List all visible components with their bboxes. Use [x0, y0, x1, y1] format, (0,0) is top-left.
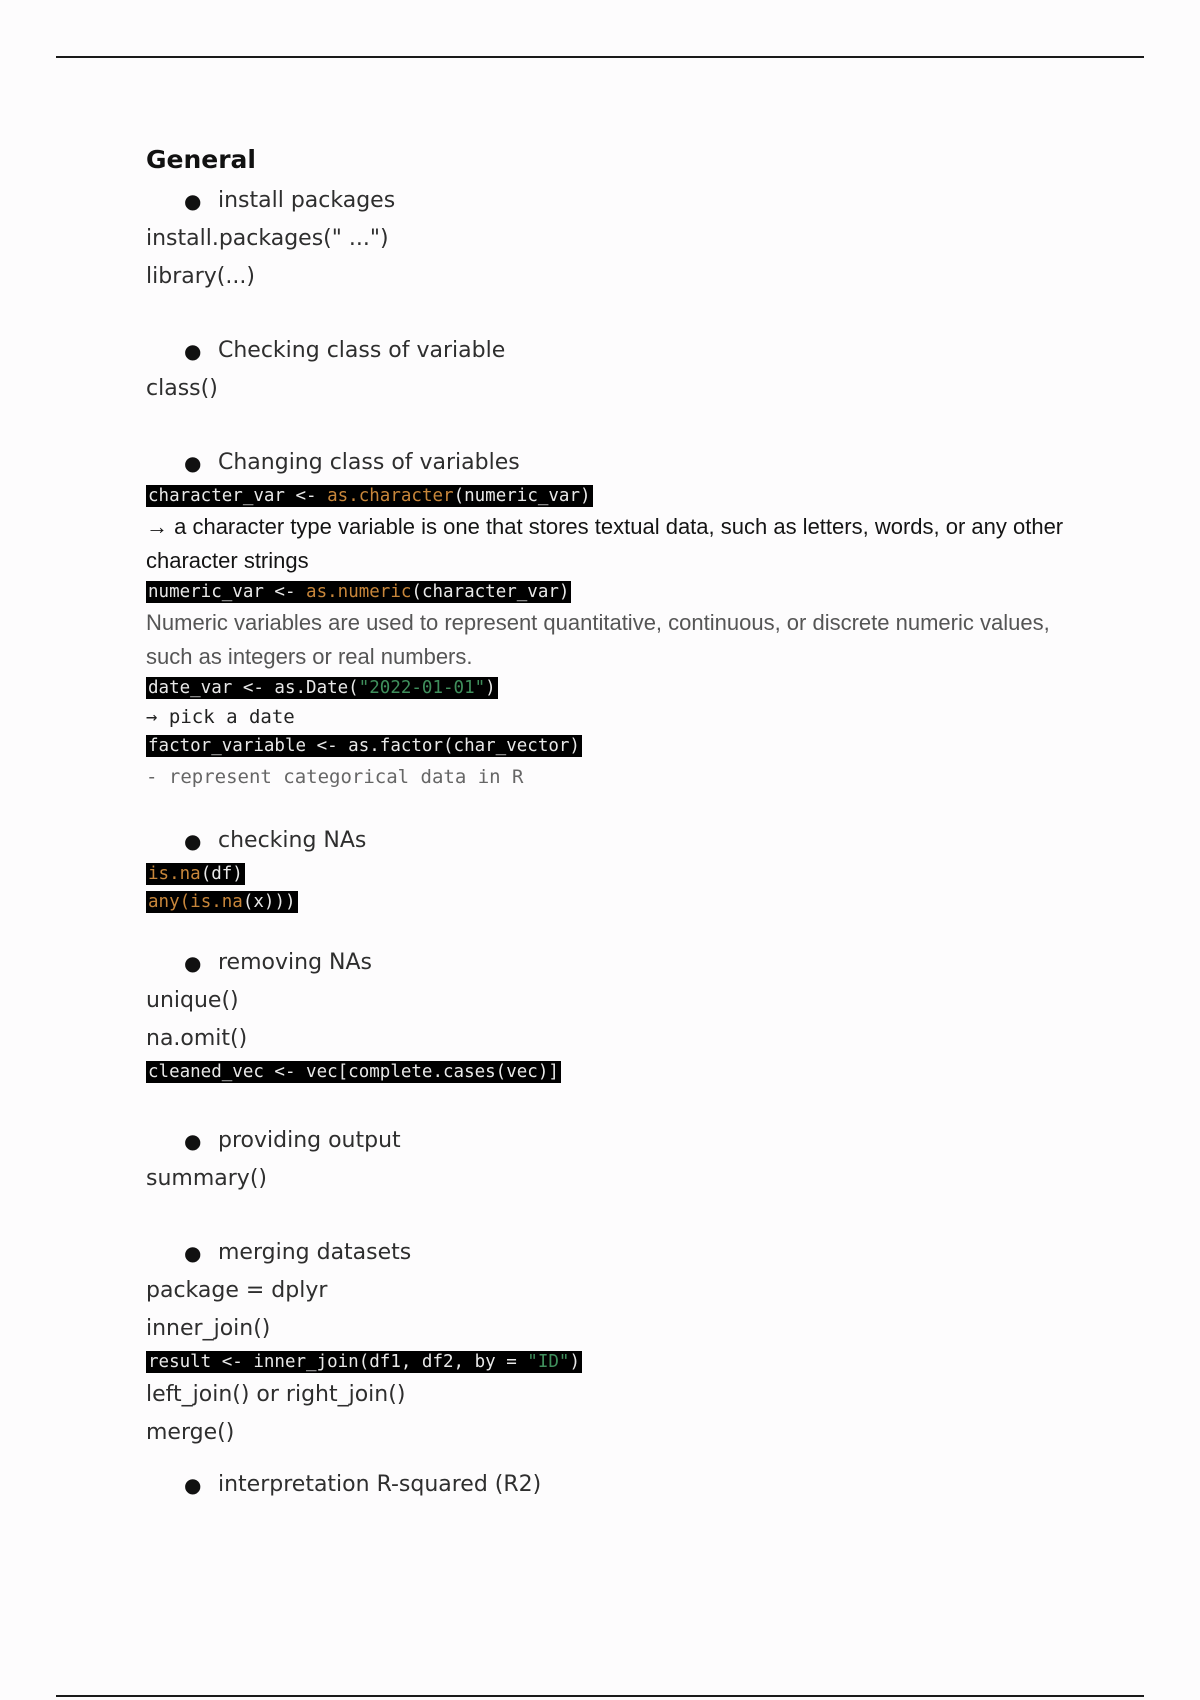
top-rule — [56, 56, 1144, 58]
note-text: Numeric variables are used to represent quantitative, continuous, or discrete numeric values, such as integers or real numbers. — [146, 610, 1050, 669]
bullet-label: interpretation R-squared (R2) — [218, 1472, 542, 1497]
code-snippet: factor_variable <- as.factor(char_vector) — [148, 736, 580, 756]
bullet-dot-icon: ● — [184, 189, 202, 213]
code-text-line: na.omit() — [146, 1026, 248, 1051]
code-text-line: unique() — [146, 988, 239, 1013]
bullet-label: merging datasets — [218, 1240, 412, 1265]
bullet-providing-output — [146, 1122, 1066, 1160]
document-body — [146, 145, 1066, 1504]
code-text-line: inner_join() — [146, 1316, 271, 1341]
bullet-dot-icon: ● — [184, 1473, 202, 1497]
bullet-dot-icon: ● — [184, 339, 202, 363]
bottom-rule — [56, 1695, 1144, 1697]
bullet-label: checking NAs — [218, 828, 367, 853]
section-heading: General — [146, 145, 256, 174]
code-text-line: package = dplyr — [146, 1278, 328, 1303]
bullet-label: install packages — [218, 188, 396, 213]
code-snippet: any(is.na(x))) — [148, 892, 296, 912]
code-text-line: library(...) — [146, 264, 255, 289]
note-text: - represent categorical data in R — [146, 766, 524, 788]
bullet-dot-icon: ● — [184, 951, 202, 975]
code-text-line: install.packages(" ...") — [146, 226, 389, 251]
code-snippet: numeric_var <- as.numeric(character_var) — [148, 582, 570, 602]
code-text-line: summary() — [146, 1166, 267, 1191]
code-snippet: cleaned_vec <- vec[complete.cases(vec)] — [148, 1062, 559, 1082]
code-snippet: date_var <- as.Date("2022-01-01") — [148, 678, 496, 698]
bullet-label: Changing class of variables — [218, 450, 520, 475]
code-text-line: class() — [146, 376, 218, 401]
note-text: → pick a date — [146, 706, 295, 728]
bullet-removing-nas — [146, 944, 1066, 982]
code-snippet: character_var <- as.character(numeric_var) — [148, 486, 591, 506]
bullet-label: Checking class of variable — [218, 338, 506, 363]
bullet-dot-icon: ● — [184, 1129, 202, 1153]
code-snippet: result <- inner_join(df1, df2, by = "ID") — [148, 1352, 580, 1372]
bullet-merging-datasets — [146, 1234, 1066, 1272]
code-text-line: left_join() or right_join() — [146, 1382, 406, 1407]
bullet-checking-nas — [146, 822, 1066, 860]
bullet-label: removing NAs — [218, 950, 372, 975]
bullet-install-packages — [146, 182, 1066, 220]
bullet-checking-class — [146, 332, 1066, 370]
bullet-changing-class — [146, 444, 1066, 482]
bullet-label: providing output — [218, 1128, 401, 1153]
bullet-dot-icon: ● — [184, 1241, 202, 1265]
bullet-r-squared — [146, 1466, 1066, 1504]
code-snippet: is.na(df) — [148, 864, 243, 884]
code-text-line: merge() — [146, 1420, 235, 1445]
bullet-dot-icon: ● — [184, 451, 202, 475]
bullet-dot-icon: ● — [184, 829, 202, 853]
note-text: → a character type variable is one that stores textual data, such as letters, words, or any other character strings — [146, 514, 1064, 573]
